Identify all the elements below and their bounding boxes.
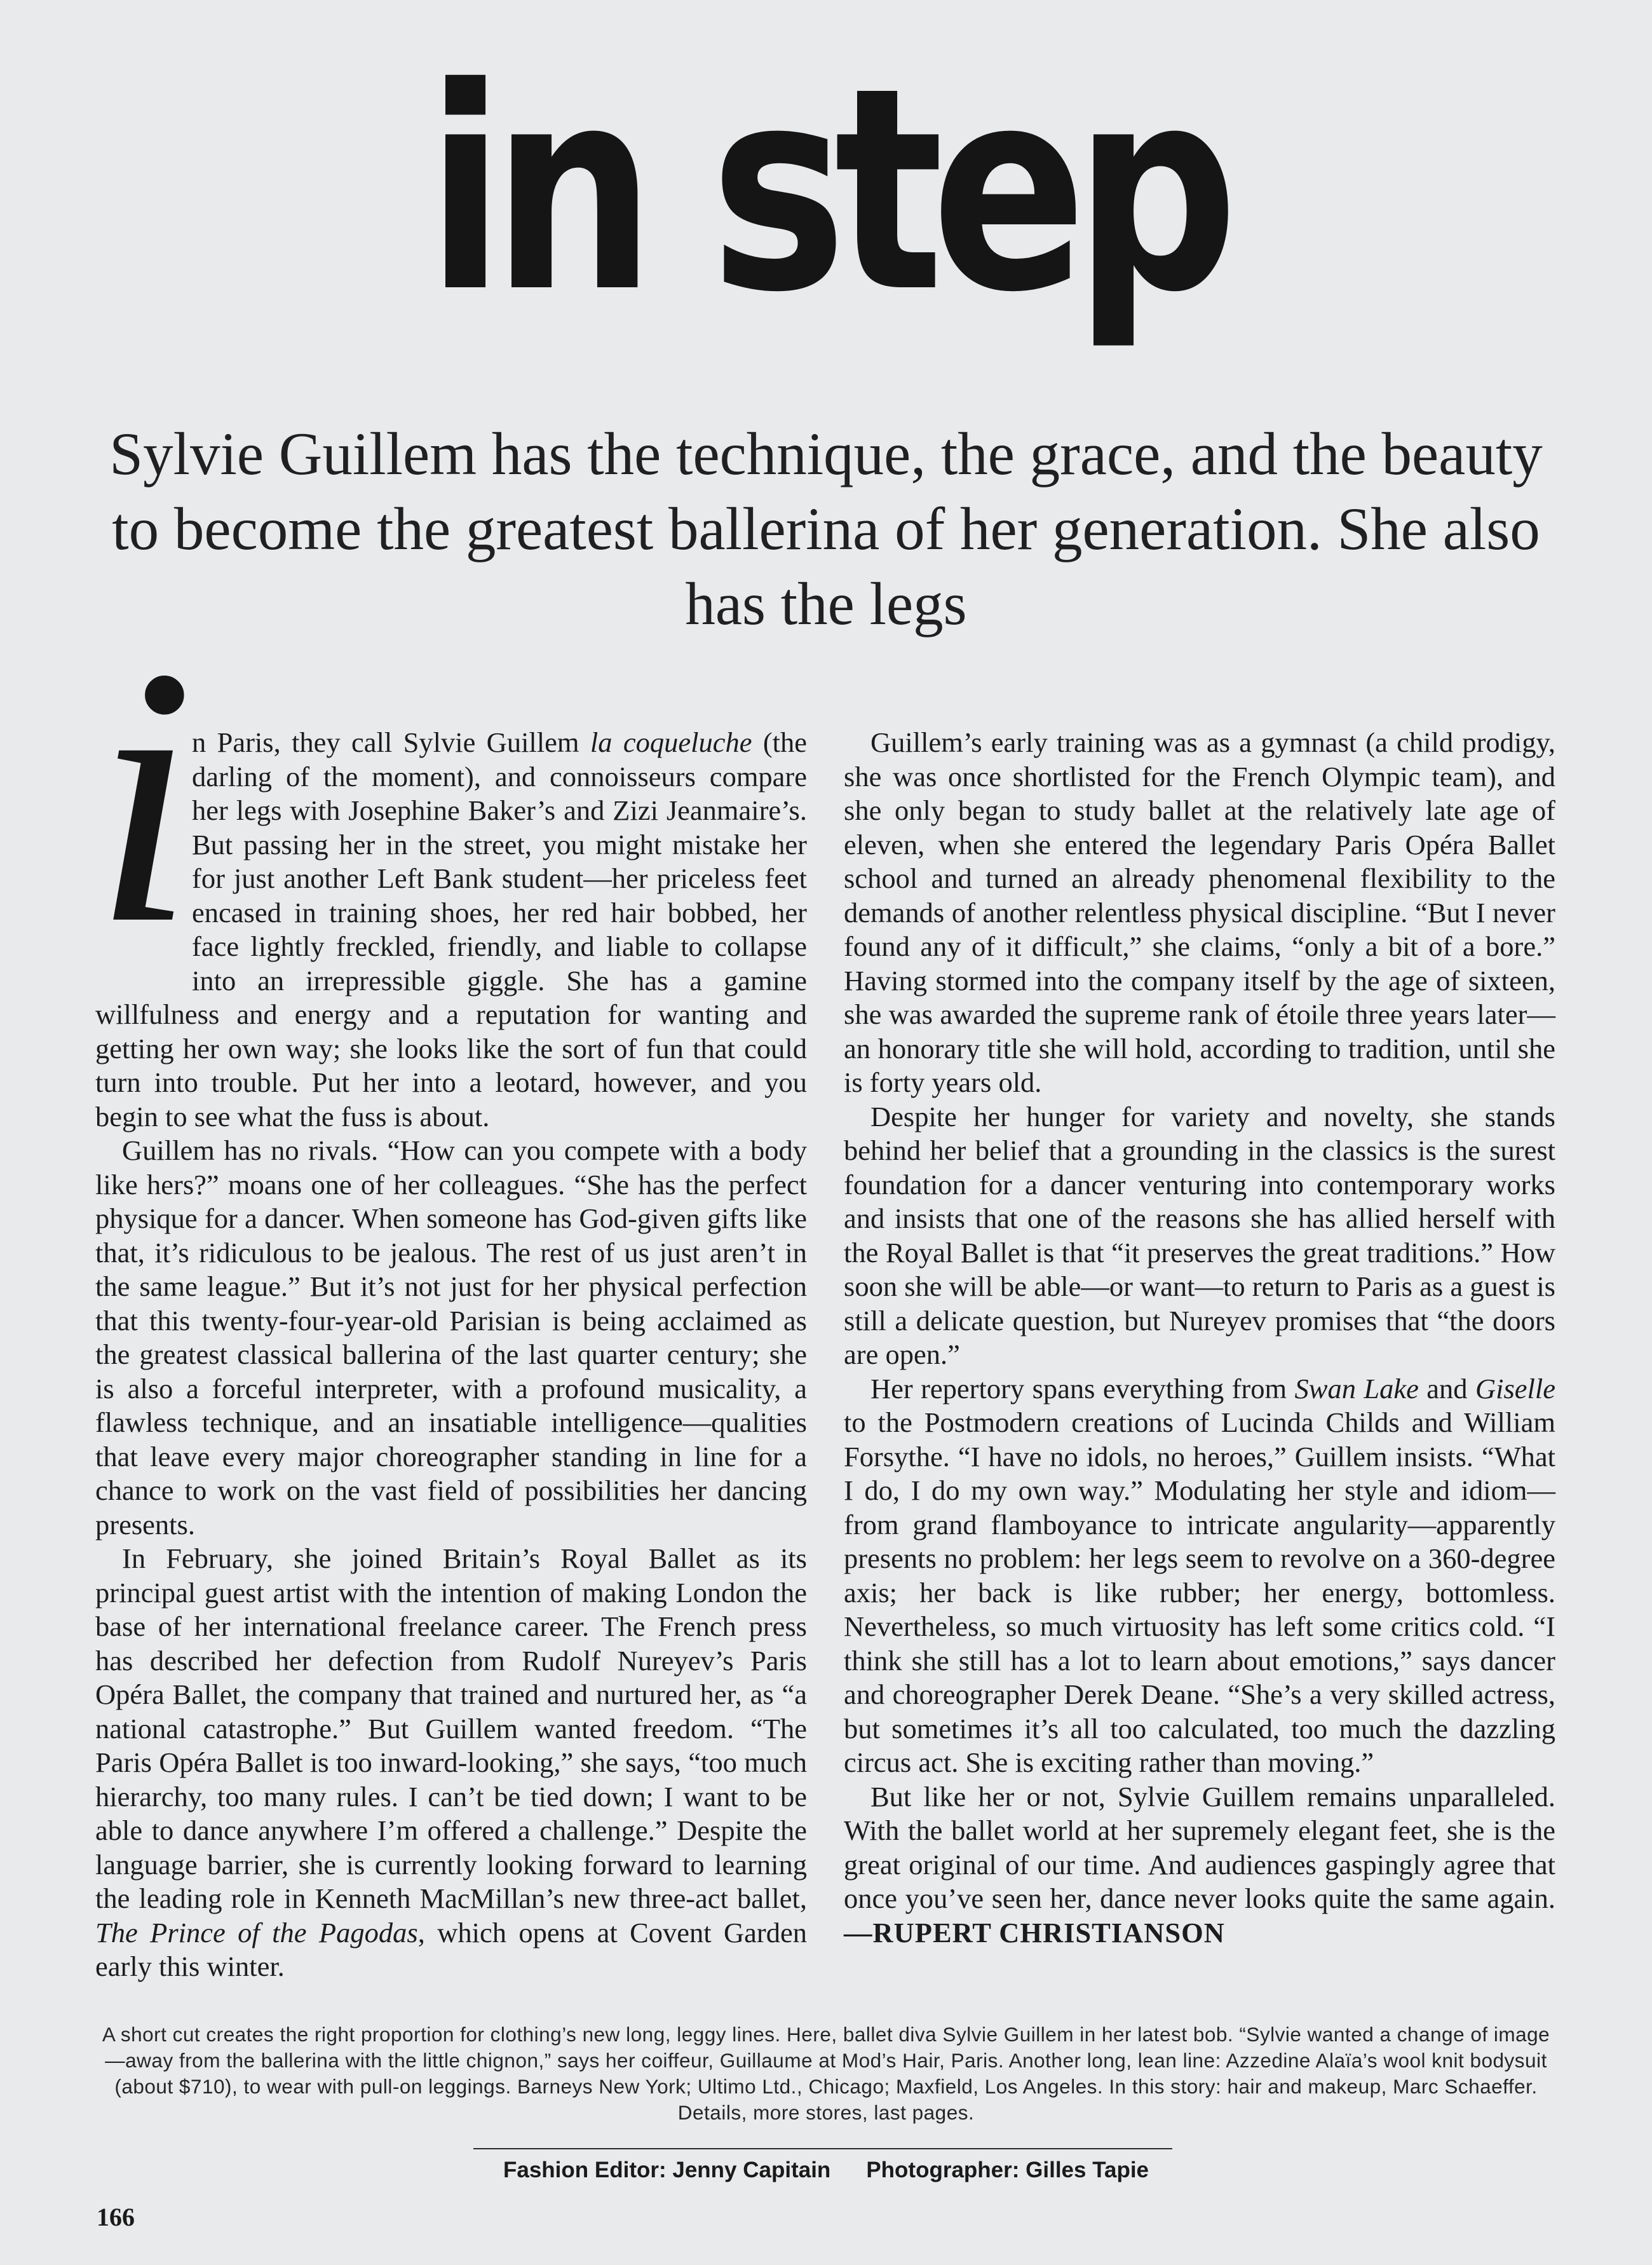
paragraph-text: n Paris, they call Sylvie Guillem: [192, 726, 590, 758]
paragraph-text: In February, she joined Britain’s Royal Ballet as its principal guest artist with the intention of making London the base of her international freelance career. The French press has described her defection from Rudolf Nureyev’s Paris Opéra Ballet, the company that trained and nurtured her, as “a national catastrophe.” But Guillem wanted freedom. “The Paris Opéra Ballet is too inward-looking,” she says, “too much hierarchy, too many rules. I can’t be tied down; I want to be able to dance anywhere I’m offered a challenge.” Despite the language barrier, she is currently looking forward to learning the leading role in Kenneth MacMillan’s new three-act ballet,: [95, 1542, 807, 1914]
italic-title: Swan Lake: [1294, 1372, 1419, 1405]
paragraph: [93, 592, 807, 1134]
paragraph-text: and: [1418, 1372, 1475, 1405]
fashion-editor-credit: Fashion Editor: Jenny Capitain: [503, 2158, 831, 2182]
photo-caption: A short cut creates the right proportion for clothing’s new long, leggy lines. Here, ballet diva Sylvie Guillem in her latest bob. “Sylvie wanted a change of image—away from the ballerina with the little chignon,” says her coiffeur, Guillaume at Mod’s Hair, Paris. Another long, lean line: Azzedine Alaïa’s wool knit bodysuit (about $710), to wear with pull-on leggings. Barneys New York; Ultimo Ltd., Chicago; Maxfield, Los Angeles. In this story: hair and makeup, Marc Schaeffer. Details, more stores, last pages.: [102, 2023, 1550, 2124]
italic-title: Giselle: [1475, 1372, 1555, 1405]
credits-line: [0, 2156, 1652, 2184]
deck-subheadline: Sylvie Guillem has the technique, the grace, and the beauty to become the greatest ballerina of her generation. She also has the legs: [109, 420, 1543, 637]
paragraph: Guillem has no rivals. “How can you compete with a body like hers?” moans one of her colleagues. “She has the perfect physique for a dancer. When someone has God-given gifts like that, it’s ridiculous to be jealous. The rest of us just aren’t in the same league.” But it’s not just for her physical perfection that this twenty-four-year-old Parisian is being acclaimed as the greatest classical ballerina of the last quarter century; she is also a forceful interpreter, with a profound musicality, a flawless technique, and an insatiable intelligence—qualities that leave every major choreographer standing in line for a chance to work on the vast field of possibilities her dancing presents.: [95, 1134, 807, 1541]
italic-title: The Prince of the Pagodas: [95, 1916, 418, 1949]
paragraph: [844, 1372, 1555, 1780]
paragraph: Guillem’s early training was as a gymnast (a child prodigy, she was once shortlisted for the French Olympic team), and she only began to study ballet at the relatively late age of eleven, when she entered the legendary Paris Opéra Ballet school and turned an already phenomenal flexibility to the demands of another relentless physical discipline. “But I never found any of it difficult,” she claims, “only a bit of a bore.” Having stormed into the company itself by the age of sixteen, she was awarded the supreme rank of étoile three years later—an honorary title she will hold, according to tradition, until she is forty years old.: [844, 726, 1555, 1098]
paragraph: [95, 1542, 807, 1984]
divider-rule: [473, 2148, 1172, 2149]
drop-cap-letter: i: [93, 592, 196, 1000]
paragraph-text: But like her or not, Sylvie Guillem remains unparalleled. With the ballet world at her supremely elegant feet, she is the great original of our time. And audiences gaspingly agree that once you’ve seen her, dance never looks quite the same again.: [844, 1780, 1555, 1914]
article-column-right: [844, 726, 1555, 1950]
author-byline: —RUPERT CHRISTIANSON: [844, 1916, 1225, 1949]
italic-phrase: la coqueluche: [590, 726, 752, 758]
paragraph-text: Her repertory spans everything from: [870, 1372, 1295, 1405]
paragraph: [844, 1780, 1555, 1950]
headline: in step: [426, 28, 1226, 353]
page-number: 166: [97, 2203, 135, 2231]
article-column-left: [93, 592, 807, 1984]
paragraph: Despite her hunger for variety and novelty, she stands behind her belief that a grounding in the classics is the surest foundation for a dancer venturing into contemporary works and insists that one of the reasons she has allied herself with the Royal Ballet is that “it preserves the great traditions.” How soon she will be able—or want—to return to Paris as a guest is still a delicate question, but Nureyev promises that “the doors are open.”: [844, 1100, 1555, 1370]
drop-cap: [93, 592, 196, 1000]
paragraph-text: (the darling of the moment), and connoisseurs compare her legs with Josephine Baker’s and Zizi Jeanmaire’s. But passing her in the street, you might mistake her for just another Left Bank student—her priceless feet encased in training shoes, her red hair bobbed, her face lightly freckled, friendly, and liable to collapse into an irrepressible giggle. She has a gamine willfulness and energy and a reputation for wanting and getting her own way; she looks like the sort of fun that could turn into trouble. Put her into a leotard, however, and you begin to see what the fuss is about.: [95, 726, 807, 1132]
photographer-credit: Photographer: Gilles Tapie: [866, 2158, 1149, 2182]
paragraph-text: to the Postmodern creations of Lucinda Childs and William Forsythe. “I have no idols, no heroes,” Guillem insists. “What I do, I do my own way.” Modulating her style and idiom—from grand flamboyance to intricate angularity—apparently presents no problem: her legs seem to revolve on a 360-degree axis; her back is like rubber; her energy, bottomless. Nevertheless, so much virtuosity has left some critics cold. “I think she still has a lot to learn about emotions,” says dancer and choreographer Derek Deane. “She’s a very skilled actress, but sometimes it’s all too calculated, too much the dazzling circus act. She is exciting rather than moving.”: [844, 1406, 1555, 1778]
paragraph-text: , which opens at Covent Garden early this winter.: [95, 1916, 807, 1982]
